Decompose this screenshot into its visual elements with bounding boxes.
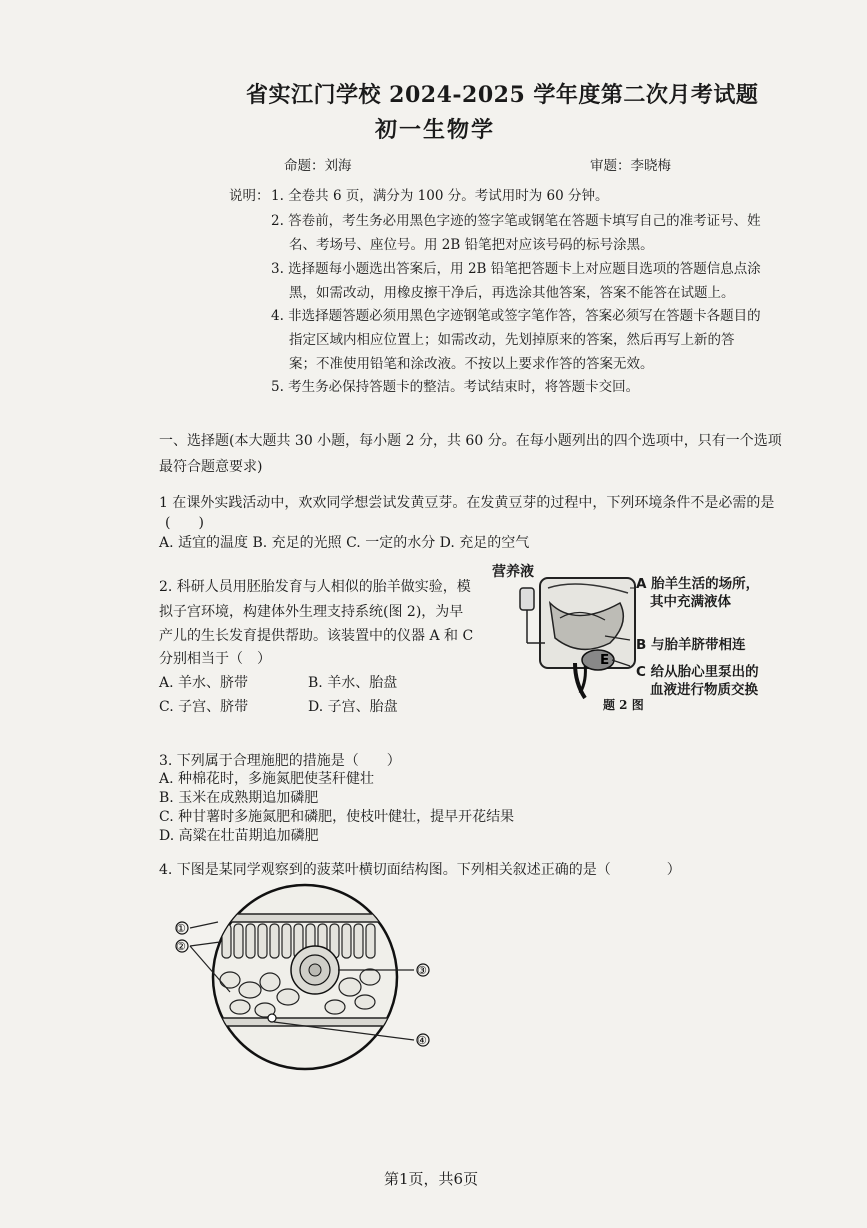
- label-2: ②: [176, 940, 186, 953]
- instruction-line: 案；不准使用铅笔和涂改液。不按以上要求作答的答案无效。: [289, 356, 654, 372]
- q3-option: C. 种甘薯时多施氮肥和磷肥，使枝叶健壮，提早开花结果: [159, 809, 515, 825]
- instruction-line: 名、考场号、座位号。用 2B 铅笔把对应该号码的标号涂黑。: [289, 237, 654, 253]
- section-heading: 一、选择题(本大题共 30 小题，每小题 2 分，共 60 分。在每小题列出的四个选项中，只有一个选项: [159, 433, 782, 449]
- instruction-line: 2. 答卷前，考生务必用黑色字迹的签字笔或钢笔在答题卡填写自己的准考证号、姓: [271, 213, 761, 229]
- figure-c-label-cont: 血液进行物质交换: [650, 682, 758, 698]
- label-4: ④: [417, 1034, 427, 1047]
- q2-stem-line: 拟子宫环境，构建体外生理支持系统(图 2)，为早: [159, 604, 464, 620]
- q2-stem-line: 2. 科研人员用胚胎发育与人相似的胎羊做实验，模: [159, 579, 471, 595]
- instruction-line: 3. 选择题每小题选出答案后，用 2B 铅笔把答题卡上对应题目选项的答题信息点涂: [271, 261, 761, 277]
- figure-a-label-cont: 其中充满液体: [650, 594, 731, 610]
- spinach-leaf-cross-section-figure: [170, 882, 450, 1072]
- instructions-lead: 说明：: [229, 188, 270, 204]
- label-3: ③: [417, 964, 427, 977]
- instruction-line: 4. 非选择题答题必须用黑色字迹钢笔或签字笔作答，答案必须写在答题卡各题目的: [271, 308, 761, 324]
- figure-b-label: B 与胎羊脐带相连: [636, 637, 746, 653]
- instruction-line: 5. 考生务必保持答题卡的整洁。考试结束时，将答题卡交回。: [271, 379, 640, 395]
- q1-stem: 1 在课外实践活动中，欢欢同学想尝试发黄豆芽。在发黄豆芽的过程中，下列环境条件不是必需的是: [159, 495, 775, 511]
- q2-option-b: B. 羊水、胎盘: [308, 675, 398, 691]
- q3-option: B. 玉米在成熟期追加磷肥: [159, 790, 319, 806]
- q2-stem-line: 产儿的生长发育提供帮助。该装置中的仪器 A 和 C: [159, 628, 474, 644]
- q2-option-c: C. 子宫、脐带: [159, 699, 249, 715]
- figure-top-label: 营养液: [492, 564, 534, 580]
- section-heading-cont: 最符合题意要求): [159, 459, 263, 475]
- exam-title: 省实江门学校 2024-2025 学年度第二次月考试题: [246, 82, 759, 108]
- reviewer-line: 审题：李晓梅: [590, 158, 671, 174]
- instruction-line: 指定区域内相应位置上；如需改动，先划掉原来的答案，然后再写上新的答: [289, 332, 735, 348]
- author-line: 命题：刘海: [284, 158, 352, 174]
- q2-stem-line: 分别相当于（ ）: [159, 651, 271, 667]
- q4-stem: 4. 下图是某同学观察到的菠菜叶横切面结构图。下列相关叙述正确的是（ ）: [159, 862, 681, 878]
- q1-options: A. 适宜的温度 B. 充足的光照 C. 一定的水分 D. 充足的空气: [159, 535, 530, 551]
- exam-subtitle: 初一生物学: [375, 117, 496, 143]
- figure-e-label: E: [600, 652, 610, 668]
- label-1: ①: [176, 922, 186, 935]
- instruction-line: 1. 全卷共 6 页，满分为 100 分。考试用时为 60 分钟。: [271, 188, 609, 204]
- q2-option-a: A. 羊水、脐带: [159, 675, 249, 691]
- q3-option: D. 高粱在壮苗期追加磷肥: [159, 828, 319, 844]
- instruction-line: 黑，如需改动，用橡皮擦干净后，再选涂其他答案，答案不能答在试题上。: [289, 285, 735, 301]
- q1-paren: ( ): [165, 515, 204, 531]
- figure-c-label: C 给从胎心里泵出的: [636, 664, 759, 680]
- q3-option: A. 种棉花时，多施氮肥使茎秆健壮: [159, 771, 375, 787]
- page-footer: 第1页，共6页: [384, 1170, 479, 1188]
- figure-caption: 题 2 图: [603, 698, 644, 712]
- q2-option-d: D. 子宫、胎盘: [308, 699, 398, 715]
- figure-a-label: A 胎羊生活的场所，: [636, 576, 760, 592]
- q3-stem: 3. 下列属于合理施肥的措施是（ ）: [159, 753, 401, 769]
